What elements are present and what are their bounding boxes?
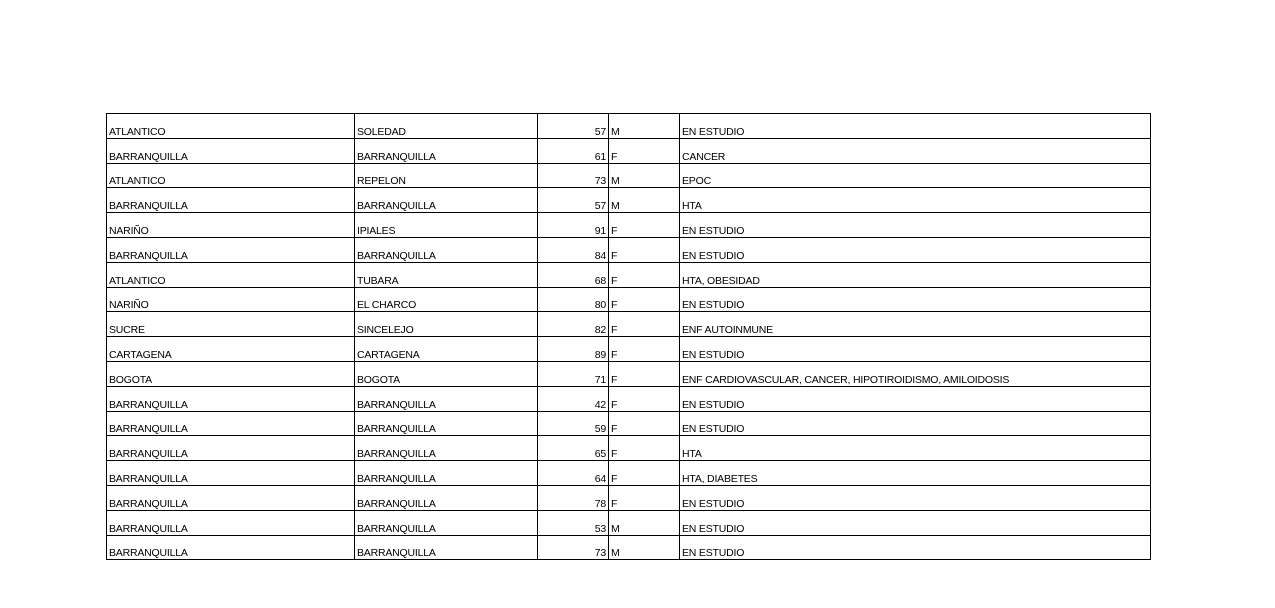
cell-age: 65 [538,436,609,461]
table-row [107,510,1151,535]
cell-sex: M [609,163,680,188]
cell-department: BARRANQUILLA [107,138,355,163]
cell-condition: EN ESTUDIO [680,510,1151,535]
cell-condition: EN ESTUDIO [680,386,1151,411]
cell-sex: M [609,188,680,213]
cell-municipality: BARRANQUILLA [355,138,538,163]
cell-sex: F [609,287,680,312]
cell-condition: EPOC [680,163,1151,188]
cell-department: BOGOTA [107,361,355,386]
cell-condition: EN ESTUDIO [680,213,1151,238]
cell-department: NARIÑO [107,287,355,312]
cell-age: 57 [538,188,609,213]
cell-department: ATLANTICO [107,262,355,287]
cell-condition: ENF AUTOINMUNE [680,312,1151,337]
cell-age: 61 [538,138,609,163]
records-body [107,114,1151,560]
cell-condition: EN ESTUDIO [680,337,1151,362]
table-row [107,337,1151,362]
cell-sex: F [609,461,680,486]
cell-department: BARRANQUILLA [107,386,355,411]
cell-municipality: IPIALES [355,213,538,238]
cell-municipality: SOLEDAD [355,114,538,139]
cell-department: BARRANQUILLA [107,237,355,262]
table-row [107,287,1151,312]
cell-sex: F [609,138,680,163]
table-row [107,386,1151,411]
cell-condition: ENF CARDIOVASCULAR, CANCER, HIPOTIROIDISMO, AMILOIDOSIS [680,361,1151,386]
cell-age: 64 [538,461,609,486]
cell-department: BARRANQUILLA [107,411,355,436]
cell-municipality: BARRANQUILLA [355,485,538,510]
table-row [107,138,1151,163]
cell-municipality: BARRANQUILLA [355,188,538,213]
cell-condition: EN ESTUDIO [680,114,1151,139]
cell-condition: EN ESTUDIO [680,411,1151,436]
cell-condition: EN ESTUDIO [680,535,1151,560]
cell-sex: F [609,436,680,461]
table-row [107,213,1151,238]
cell-age: 42 [538,386,609,411]
cell-department: NARIÑO [107,213,355,238]
cell-municipality: REPELON [355,163,538,188]
table-row [107,237,1151,262]
cell-condition: HTA [680,188,1151,213]
table-row [107,461,1151,486]
cell-condition: HTA, DIABETES [680,461,1151,486]
table-row [107,312,1151,337]
table-row [107,262,1151,287]
table-row [107,188,1151,213]
cell-age: 53 [538,510,609,535]
cell-municipality: BARRANQUILLA [355,461,538,486]
cell-sex: M [609,114,680,139]
cell-sex: F [609,237,680,262]
cell-municipality: BARRANQUILLA [355,510,538,535]
cell-department: ATLANTICO [107,163,355,188]
cell-sex: F [609,262,680,287]
cell-condition: EN ESTUDIO [680,287,1151,312]
cell-condition: HTA [680,436,1151,461]
cell-age: 91 [538,213,609,238]
cell-department: ATLANTICO [107,114,355,139]
cell-department: CARTAGENA [107,337,355,362]
cell-municipality: BARRANQUILLA [355,436,538,461]
table-row [107,436,1151,461]
cell-age: 59 [538,411,609,436]
cell-municipality: BOGOTA [355,361,538,386]
cell-sex: F [609,386,680,411]
cell-department: BARRANQUILLA [107,188,355,213]
cell-municipality: BARRANQUILLA [355,237,538,262]
cell-age: 80 [538,287,609,312]
cell-condition: CANCER [680,138,1151,163]
cell-department: BARRANQUILLA [107,485,355,510]
cell-sex: M [609,510,680,535]
cell-condition: HTA, OBESIDAD [680,262,1151,287]
records-table [106,113,1151,560]
table-row [107,485,1151,510]
cell-age: 71 [538,361,609,386]
cell-sex: F [609,361,680,386]
cell-age: 78 [538,485,609,510]
cell-department: SUCRE [107,312,355,337]
cell-age: 73 [538,163,609,188]
cell-sex: F [609,213,680,238]
cell-condition: EN ESTUDIO [680,237,1151,262]
cell-sex: F [609,411,680,436]
cell-sex: F [609,485,680,510]
cell-municipality: BARRANQUILLA [355,386,538,411]
cell-age: 57 [538,114,609,139]
table-row [107,163,1151,188]
cell-age: 68 [538,262,609,287]
cell-age: 89 [538,337,609,362]
cell-municipality: CARTAGENA [355,337,538,362]
table-row [107,411,1151,436]
cell-condition: EN ESTUDIO [680,485,1151,510]
table-row [107,114,1151,139]
cell-department: BARRANQUILLA [107,461,355,486]
cell-age: 73 [538,535,609,560]
cell-sex: F [609,337,680,362]
cell-department: BARRANQUILLA [107,510,355,535]
cell-age: 82 [538,312,609,337]
cell-municipality: BARRANQUILLA [355,535,538,560]
cell-municipality: TUBARA [355,262,538,287]
table-row [107,535,1151,560]
cell-municipality: SINCELEJO [355,312,538,337]
cell-municipality: EL CHARCO [355,287,538,312]
cell-sex: F [609,312,680,337]
cell-age: 84 [538,237,609,262]
table-row [107,361,1151,386]
cell-department: BARRANQUILLA [107,436,355,461]
cell-sex: M [609,535,680,560]
cell-department: BARRANQUILLA [107,535,355,560]
cell-municipality: BARRANQUILLA [355,411,538,436]
